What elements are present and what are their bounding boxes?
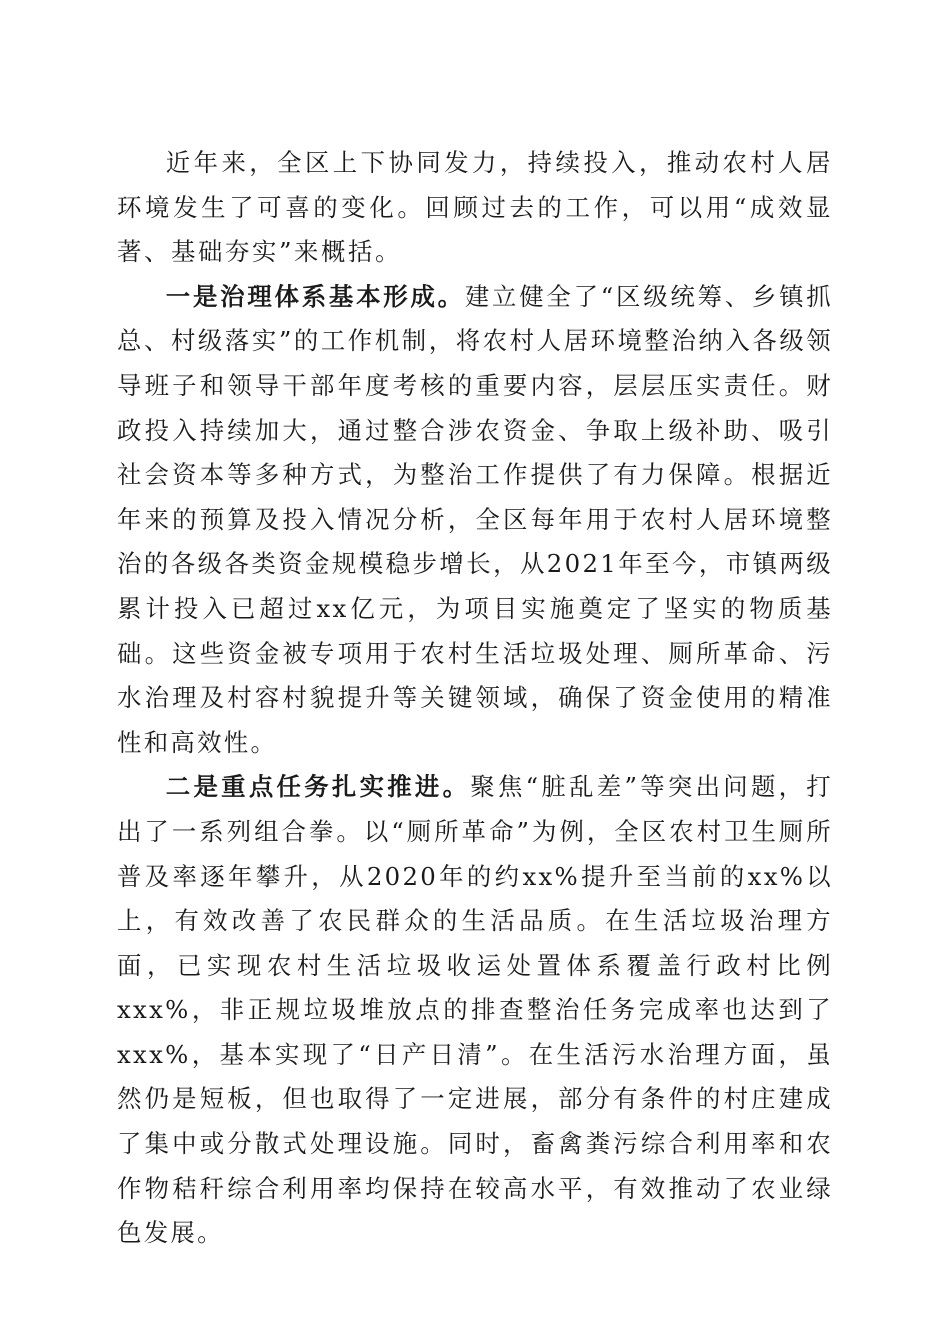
paragraph-body-text: 聚焦“脏乱差”等突出问题，打出了一系列组合拳。以“厕所革命”为例，全区农村卫生厕所普及率逐年攀升，从2020年的约xx%提升至当前的xx%以上，有效改善了农民群众的生活品质。在生活垃圾治理方面，已实现农村生活垃圾收运处置体系覆盖行政村比例xxx%，非正规垃圾堆放点的排查整治任务完成率也达到了xxx%，基本实现了“日产日清”。在生活污水治理方面，虽然仍是短板，但也取得了一定进展，部分有条件的村庄建成了集中或分散式处理设施。同时，畜禽粪污综合利用率和农作物秸秆综合利用率均保持在较高水平，有效推动了农业绿色发展。 [117,772,833,1248]
paragraph-lead-heading: 一是治理体系基本形成。 [165,281,465,311]
paragraph-key-tasks [117,765,833,1256]
paragraph-lead-heading: 二是重点任务扎实推进。 [165,772,471,802]
document-body [117,141,833,1256]
paragraph-intro [117,141,833,275]
paragraph-body-text: 建立健全了“区级统筹、乡镇抓总、村级落实”的工作机制，将农村人居环境整治纳入各级领导班子和领导干部年度考核的重要内容，层层压实责任。财政投入持续加大，通过整合涉农资金、争取上级补助、吸引社会资本等多种方式，为整治工作提供了有力保障。根据近年来的预算及投入情况分析，全区每年用于农村人居环境整治的各级各类资金规模稳步增长，从2021年至今，市镇两级累计投入已超过xx亿元，为项目实施奠定了坚实的物质基础。这些资金被专项用于农村生活垃圾处理、厕所革命、污水治理及村容村貌提升等关键领域，确保了资金使用的精准性和高效性。 [117,281,833,757]
paragraph-intro-text: 近年来，全区上下协同发力，持续投入，推动农村人居环境发生了可喜的变化。回顾过去的工作，可以用“成效显著、基础夯实”来概括。 [117,148,833,267]
paragraph-governance-system [117,275,833,766]
